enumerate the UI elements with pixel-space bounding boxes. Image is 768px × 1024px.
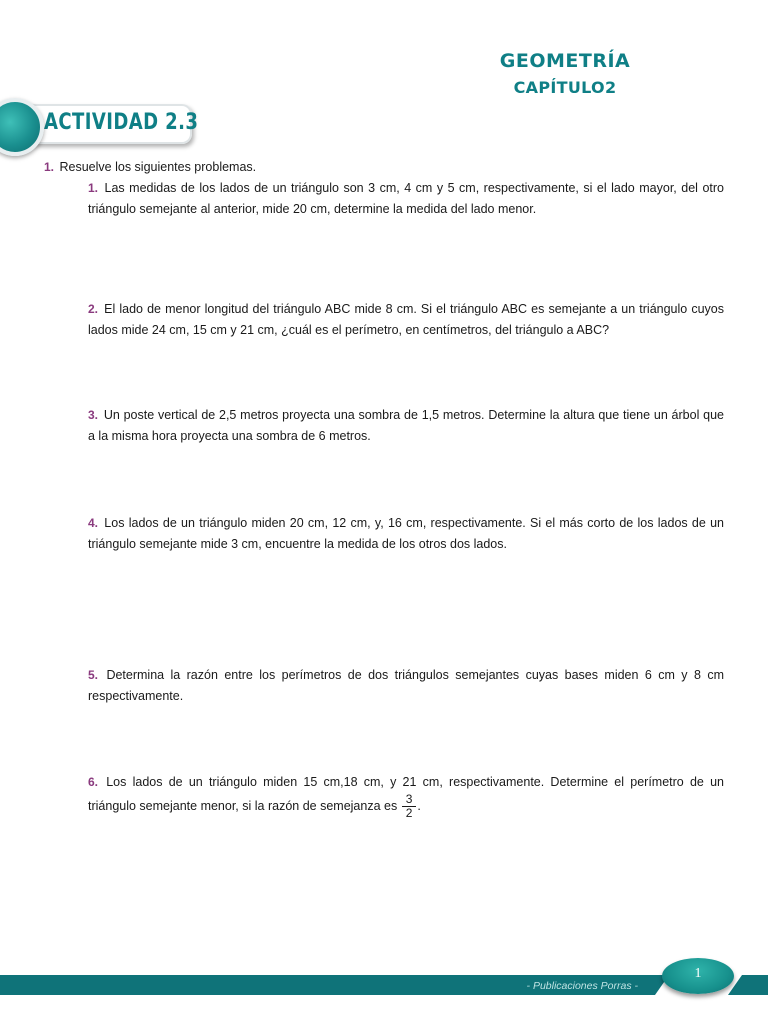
problem-4 xyxy=(88,513,724,555)
problem-number: 4. xyxy=(88,516,99,530)
publisher-label: - Publicaciones Porras - xyxy=(526,980,638,992)
problem-number: 3. xyxy=(88,408,99,422)
problem-number: 2. xyxy=(88,302,99,316)
activity-title: ACTIVIDAD 2.3 xyxy=(44,110,199,135)
problem-text-tail: . xyxy=(417,798,421,813)
page-number: 1 xyxy=(662,958,734,994)
similarity-ratio-fraction xyxy=(402,793,417,820)
instruction-text: Resuelve los siguientes problemas. xyxy=(59,160,257,174)
problem-text: Un poste vertical de 2,5 metros proyecta una sombra de 1,5 metros. Determine la altura que tiene un árbol que a la misma hora proyecta una sombra de 6 metros. xyxy=(88,408,724,443)
problem-6 xyxy=(88,772,724,820)
problem-text: El lado de menor longitud del triángulo ABC mide 8 cm. Si el triángulo ABC es semejante a un triángulo cuyos lados mide 24 cm, 15 cm y 21 cm, ¿cuál es el perímetro, en centímetros, del triángulo a ABC? xyxy=(88,302,724,337)
problem-number: 1. xyxy=(88,181,99,195)
problem-number: 5. xyxy=(88,668,99,682)
problem-text: Los lados de un triángulo miden 15 cm,18 cm, y 21 cm, respectivamente. Determine el perímetro de un triángulo semejante menor, si la razón de semejanza es xyxy=(88,775,724,813)
footer-band-right xyxy=(742,975,768,995)
subject-title: GEOMETRÍA xyxy=(499,50,631,72)
instruction xyxy=(44,160,256,174)
problem-text: Determina la razón entre los perímetros de dos triángulos semejantes cuyas bases miden 6 cm y 8 cm respectivamente. xyxy=(88,668,724,703)
problem-1 xyxy=(88,178,724,220)
problem-3 xyxy=(88,405,724,447)
chapter-title: CAPÍTULO2 xyxy=(513,78,617,97)
instruction-number: 1. xyxy=(44,160,55,174)
problem-text: Las medidas de los lados de un triángulo son 3 cm, 4 cm y 5 cm, respectivamente, si el lado mayor, del otro triángulo semejante al anterior, mide 20 cm, determine la medida del lado menor. xyxy=(88,181,725,216)
fraction-numerator: 3 xyxy=(402,793,417,807)
problem-number: 6. xyxy=(88,775,99,789)
problem-5 xyxy=(88,665,724,707)
problem-2 xyxy=(88,299,724,341)
problem-text: Los lados de un triángulo miden 20 cm, 12 cm, y, 16 cm, respectivamente. Si el más corto de los lados de un triángulo semejante mide 3 cm, encuentre la medida de los otros dos lados. xyxy=(88,516,724,551)
fraction-denominator: 2 xyxy=(405,806,413,820)
